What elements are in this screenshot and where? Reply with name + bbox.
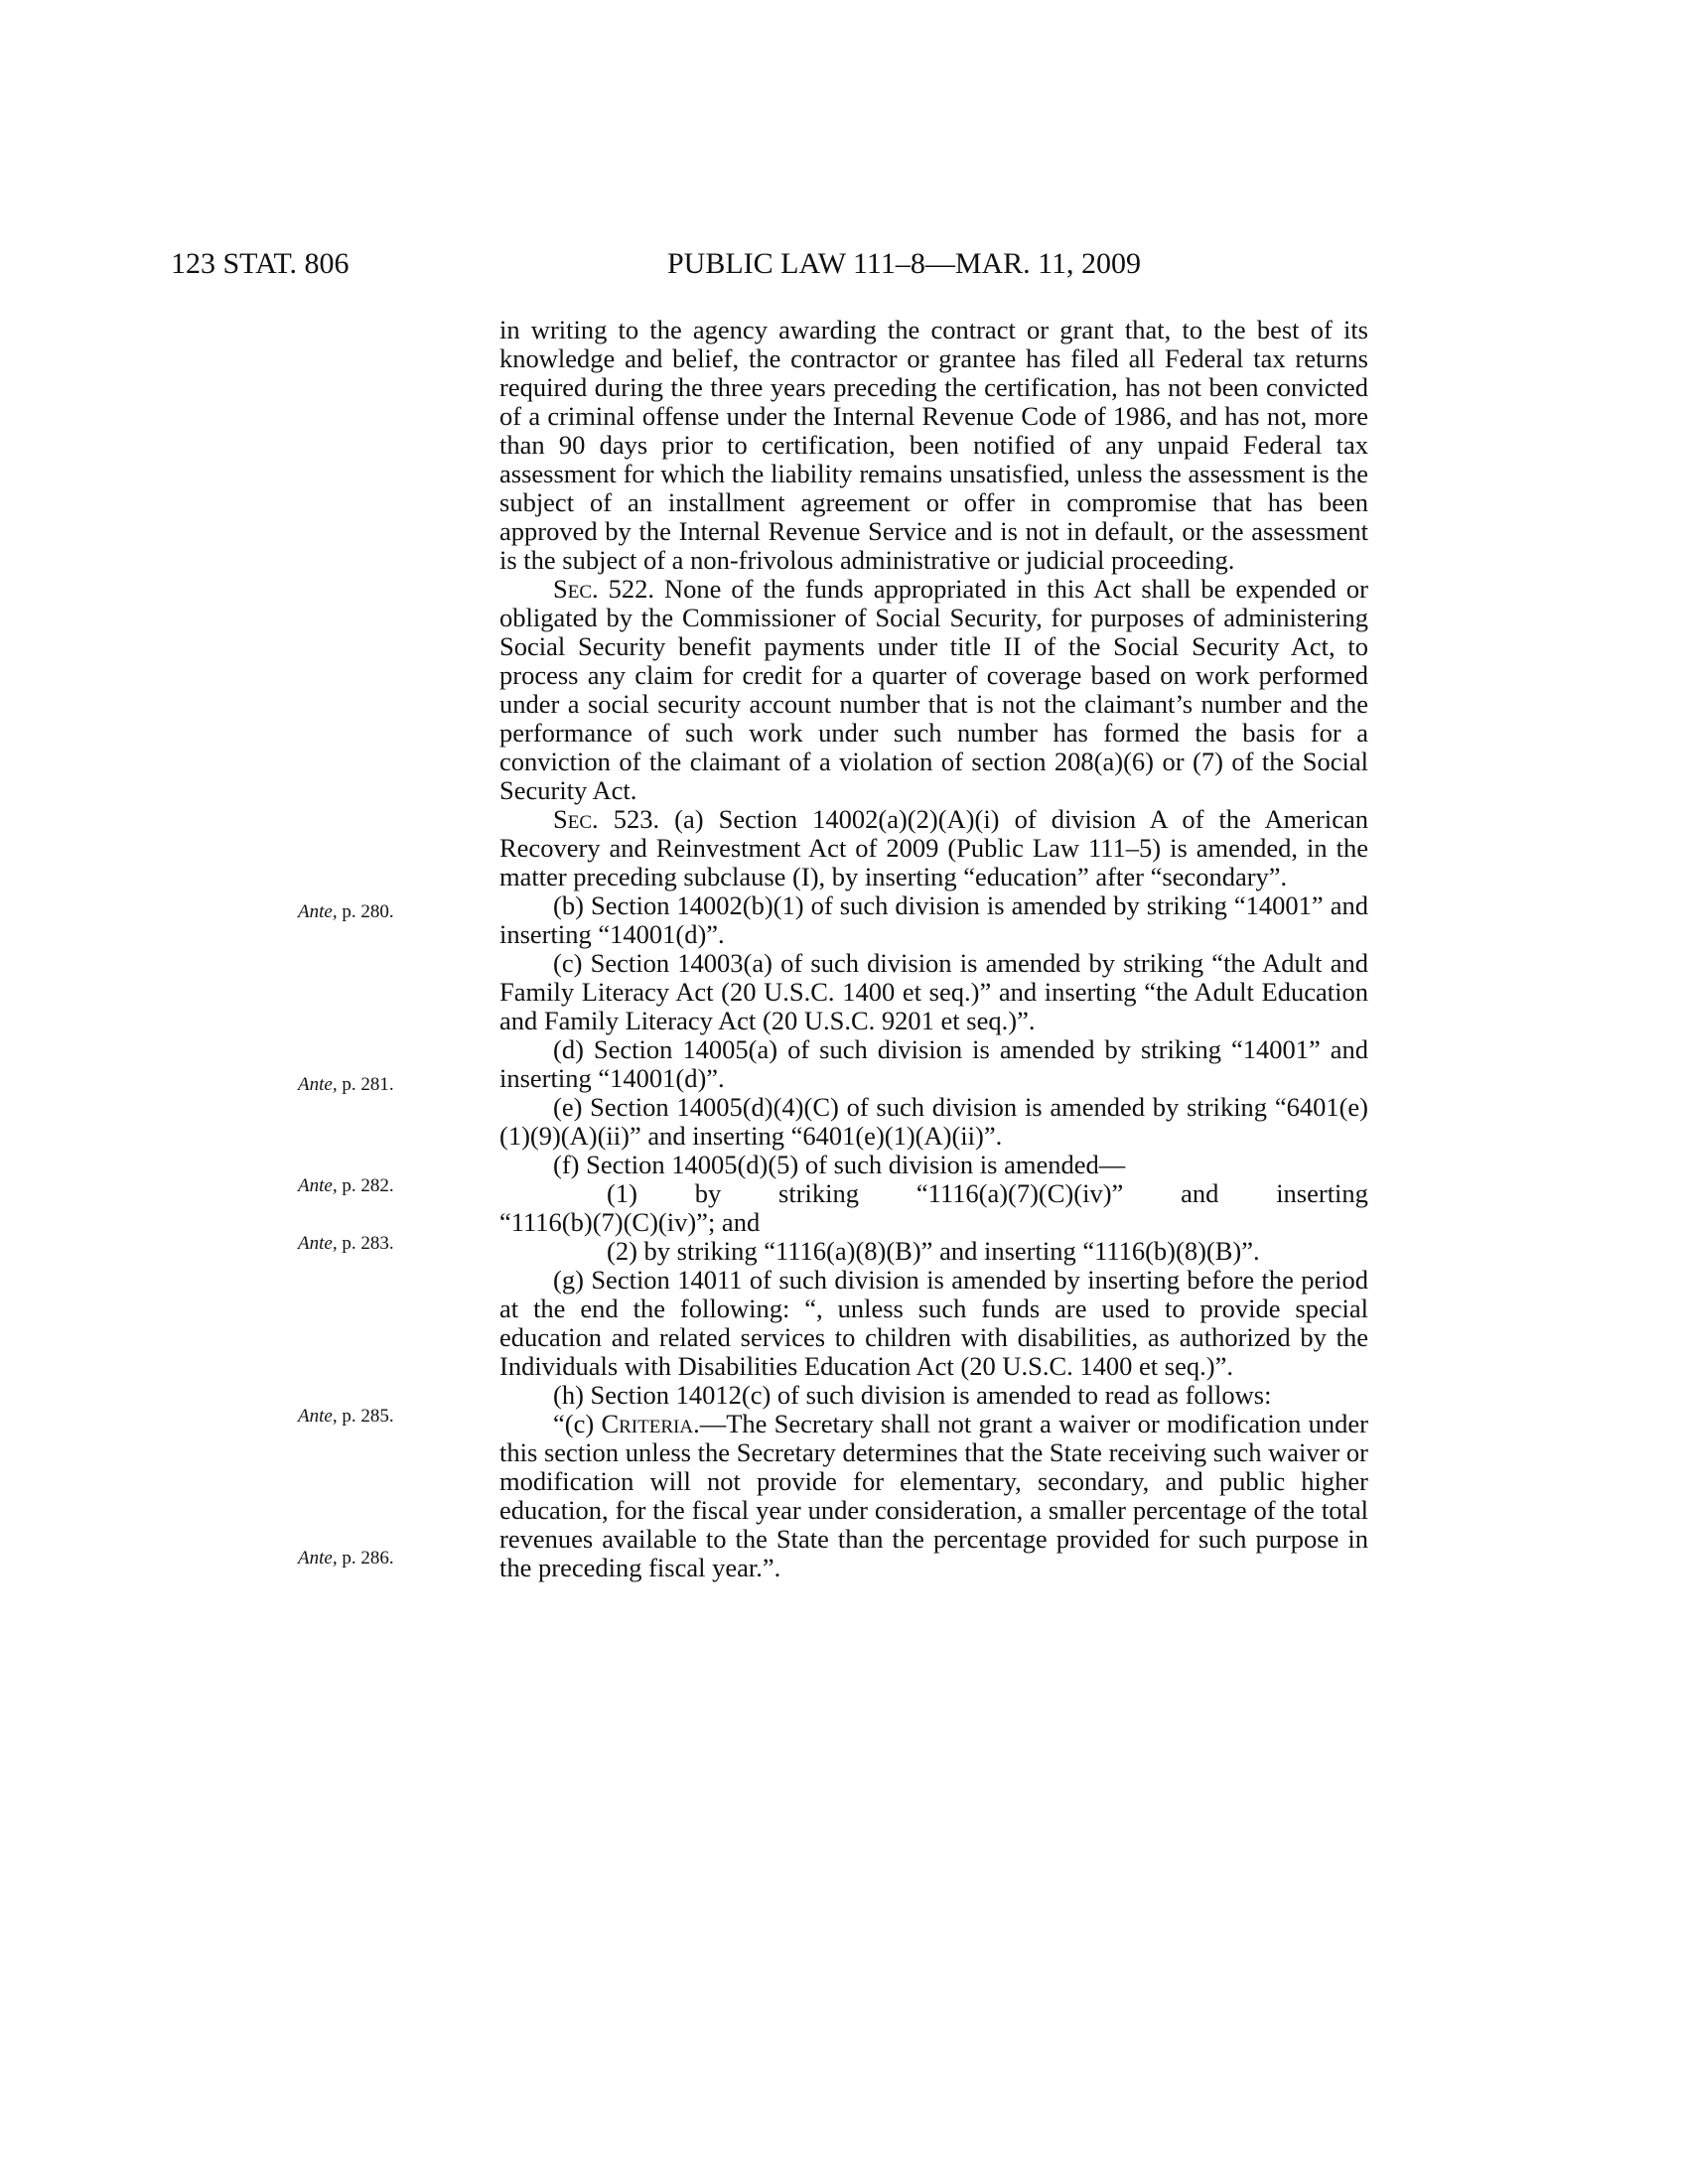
section-523-f-1-continued: “1116(b)(7)(C)(iv)”; and: [499, 1207, 761, 1237]
section-523-f-1: (1) by striking “1116(a)(7)(C)(iv)” and inserting: [607, 1178, 1368, 1208]
section-522: Sec. 522. None of the funds appropriated in this Act shall be expended or obligated by the Commissioner of Social Security, for purposes of administering Social Security benefit payments under title II of the Social Security Act, to process any claim for credit for a quarter of coverage based on work performed under a social security account number that is not the claimant’s number and the performance of such work under such number has formed the basis for a conviction of the claimant of a violation of section 208(a)(6) or (7) of the Social Security Act.: [499, 574, 1368, 805]
statute-body: [499, 316, 1368, 1582]
criteria-paragraph: “(c) Criteria.—The Secretary shall not grant a waiver or modification under this section unless the Secretary determines that the State receiving such waiver or modification will not provide for elementary, secondary, and public higher education, for the fiscal year under consideration, a smaller percentage of the total revenues available to the State than the percentage provided for such purpose in the preceding fiscal year.”.: [499, 1409, 1368, 1582]
section-523-c: (c) Section 14003(a) of such division is amended by striking “the Adult and Family Literacy Act (20 U.S.C. 1400 et seq.)” and inserting “the Adult Education and Family Literacy Act (20 U.S.C. 9201 et seq.)”.: [499, 948, 1368, 1035]
margin-note-ante-283: Ante, p. 283.: [298, 1233, 394, 1254]
margin-note-ante-280: Ante, p. 280.: [298, 901, 394, 922]
public-law-title: PUBLIC LAW 111–8—MAR. 11, 2009: [667, 247, 1142, 280]
section-523-d: (d) Section 14005(a) of such division is amended by striking “14001” and inserting “14001(d)”.: [499, 1034, 1368, 1093]
margin-note-ante-286: Ante, p. 286.: [298, 1548, 394, 1569]
section-523-g: (g) Section 14011 of such division is amended by inserting before the period at the end the following: “, unless such funds are used to provide special education and related services to children with disabilities, as authorized by the Individuals with Disabilities Education Act (20 U.S.C. 1400 et seq.)”.: [499, 1265, 1368, 1381]
section-523-h: (h) Section 14012(c) of such division is amended to read as follows:: [553, 1380, 1272, 1410]
margin-note-ante-281: Ante, p. 281.: [298, 1074, 394, 1095]
section-523-a: Sec. 523. (a) Section 14002(a)(2)(A)(i) of division A of the American Recovery and Reinvestment Act of 2009 (Public Law 111–5) is amended, in the matter preceding subclause (I), by inserting “education” after “secondary”.: [499, 804, 1368, 891]
stat-page-number: 123 STAT. 806: [171, 247, 350, 280]
section-523-b: (b) Section 14002(b)(1) of such division is amended by striking “14001” and inserting “14001(d)”.: [499, 890, 1368, 949]
paragraph-continuation: in writing to the agency awarding the contract or grant that, to the best of its knowledge and belief, the contractor or grantee has filed all Federal tax returns required during the three years preceding the certification, has not been convicted of a criminal offense under the Internal Revenue Code of 1986, and has not, more than 90 days prior to certification, been notified of any unpaid Federal tax assessment for which the liability remains unsatisfied, unless the assessment is the subject of an installment agreement or offer in compromise that has been approved by the Internal Revenue Service and is not in default, or the assessment is the subject of a non-frivolous administrative or judicial proceeding.: [499, 315, 1368, 575]
running-header: [171, 244, 1368, 284]
section-523-e: (e) Section 14005(d)(4)(C) of such division is amended by striking “6401(e)(1)(9)(A)(ii)” and inserting “6401(e)(1)(A)(ii)”.: [499, 1092, 1368, 1151]
margin-note-ante-282: Ante, p. 282.: [298, 1175, 394, 1196]
section-523-f-2: (2) by striking “1116(a)(8)(B)” and inserting “1116(b)(8)(B)”.: [607, 1236, 1260, 1266]
section-523-f: (f) Section 14005(d)(5) of such division is amended—: [553, 1150, 1126, 1179]
margin-note-ante-285: Ante, p. 285.: [298, 1406, 394, 1427]
